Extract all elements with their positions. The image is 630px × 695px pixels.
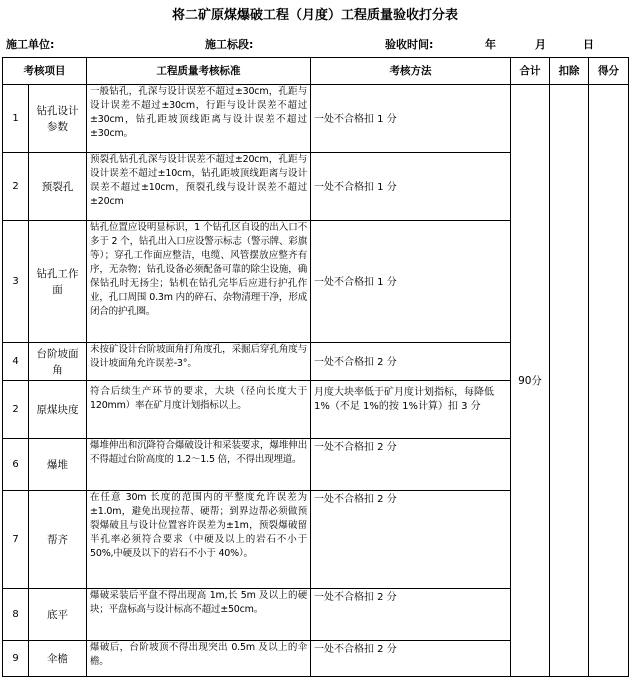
score-table [2, 57, 629, 677]
row-method: 一处不合格扣 2 分 [311, 641, 511, 677]
row-number: 7 [3, 491, 29, 589]
construction-section-label: 施工标段: [205, 38, 254, 51]
row-item: 帮齐 [29, 491, 87, 589]
row-item: 预裂孔 [29, 153, 87, 221]
row-number: 2 [3, 381, 29, 439]
row-item: 钻孔工作面 [29, 221, 87, 343]
row-method: 一处不合格扣 1 分 [311, 221, 511, 343]
day-label: 日 [583, 38, 594, 51]
row-method: 一处不合格扣 2 分 [311, 491, 511, 589]
row-item: 原煤块度 [29, 381, 87, 439]
row-number: 8 [3, 589, 29, 641]
score-cell[interactable] [589, 85, 629, 677]
row-method: 一处不合格扣 1 分 [311, 85, 511, 153]
row-number: 1 [3, 85, 29, 153]
header-standard: 工程质量考核标准 [87, 58, 311, 85]
row-method: 月度大块率低于矿月度计划指标，每降低 1%（不足 1%的按 1%计算）扣 3 分 [311, 381, 511, 439]
table-row [3, 85, 629, 153]
row-item: 钻孔设计参数 [29, 85, 87, 153]
header-item: 考核项目 [3, 58, 87, 85]
row-standard: 符合后续生产环节的要求，大块（径向长度大于 120mm）率在矿月度计划指标以上。 [87, 381, 311, 439]
row-standard: 在任意 30m 长度的范围内的平整度允许误差为±1.0m，避免出现拉帮、硬帮；到界边帮必须做预裂爆破且与设计位置容许误差为±1m，预裂爆破留半孔率必须符合要求（中硬及以上的岩石不小于 50%,中硬及以下的岩石不小于 40%）。 [87, 491, 311, 589]
row-number: 9 [3, 641, 29, 677]
total-score: 90分 [511, 85, 550, 677]
row-number: 6 [3, 439, 29, 491]
row-method: 一处不合格扣 2 分 [311, 439, 511, 491]
month-label: 月 [535, 38, 546, 51]
row-item: 爆堆 [29, 439, 87, 491]
year-label: 年 [485, 38, 496, 51]
row-number: 2 [3, 153, 29, 221]
page-title: 将二矿原煤爆破工程（月度）工程质量验收打分表 [171, 8, 458, 23]
row-standard: 爆破采装后平盘不得出现高 1m,长 5m 及以上的硬块；平盘标高与设计标高不超过±50cm。 [87, 589, 311, 641]
construction-unit-label: 施工单位: [6, 38, 55, 51]
row-standard: 一般钻孔，孔深与设计误差不超过±30cm，孔距与设计误差不超过±30cm，行距与设计误差不超过±30cm，钻孔距坡顶线距离与设计误差不超过±30cm。 [87, 85, 311, 153]
row-method: 一处不合格扣 2 分 [311, 343, 511, 381]
row-standard: 钻孔位置应设明显标识，1 个钻孔区自设的出入口不多于 2 个，钻孔出入口应设警示标志（警示牌、彩旗等）；穿孔工作面应整洁，电缆、风管摆放应整齐有序，无杂物；钻孔设备必须配备可靠的除尘设施，确保钻孔时无扬尘；钻机在钻孔完毕后应进行护孔作业，孔口周围 0.3m 内的碎石、杂物清理干净，形成闭合的护孔圈。 [87, 221, 311, 343]
header-method: 考核方法 [311, 58, 511, 85]
header-score: 得分 [589, 58, 629, 85]
row-item: 台阶坡面角 [29, 343, 87, 381]
acceptance-time-label: 验收时间: [385, 38, 434, 51]
table-header-row [3, 58, 629, 85]
deduct-cell[interactable] [550, 85, 589, 677]
row-item: 伞檐 [29, 641, 87, 677]
row-item: 底平 [29, 589, 87, 641]
row-method: 一处不合格扣 1 分 [311, 153, 511, 221]
row-method: 一处不合格扣 2 分 [311, 589, 511, 641]
row-standard: 爆破后，台阶坡顶不得出现突出 0.5m 及以上的伞檐。 [87, 641, 311, 677]
info-bar [0, 33, 630, 55]
header-deduct: 扣除 [550, 58, 589, 85]
row-number: 4 [3, 343, 29, 381]
row-standard: 预裂孔钻孔孔深与设计误差不超过±20cm，孔距与设计误差不超过±10cm，钻孔距坡顶线距离与设计误差不超过±10cm，预裂孔线与设计误差不超过±20cm [87, 153, 311, 221]
row-number: 3 [3, 221, 29, 343]
row-standard: 未按矿设计台阶坡面角打角度孔，采掘后穿孔角度与设计坡面角允许误差-3°。 [87, 343, 311, 381]
row-standard: 爆堆伸出和沉降符合爆破设计和采装要求，爆堆伸出不得超过台阶高度的 1.2～1.5 倍，不得出现埋道。 [87, 439, 311, 491]
header-total: 合计 [511, 58, 550, 85]
